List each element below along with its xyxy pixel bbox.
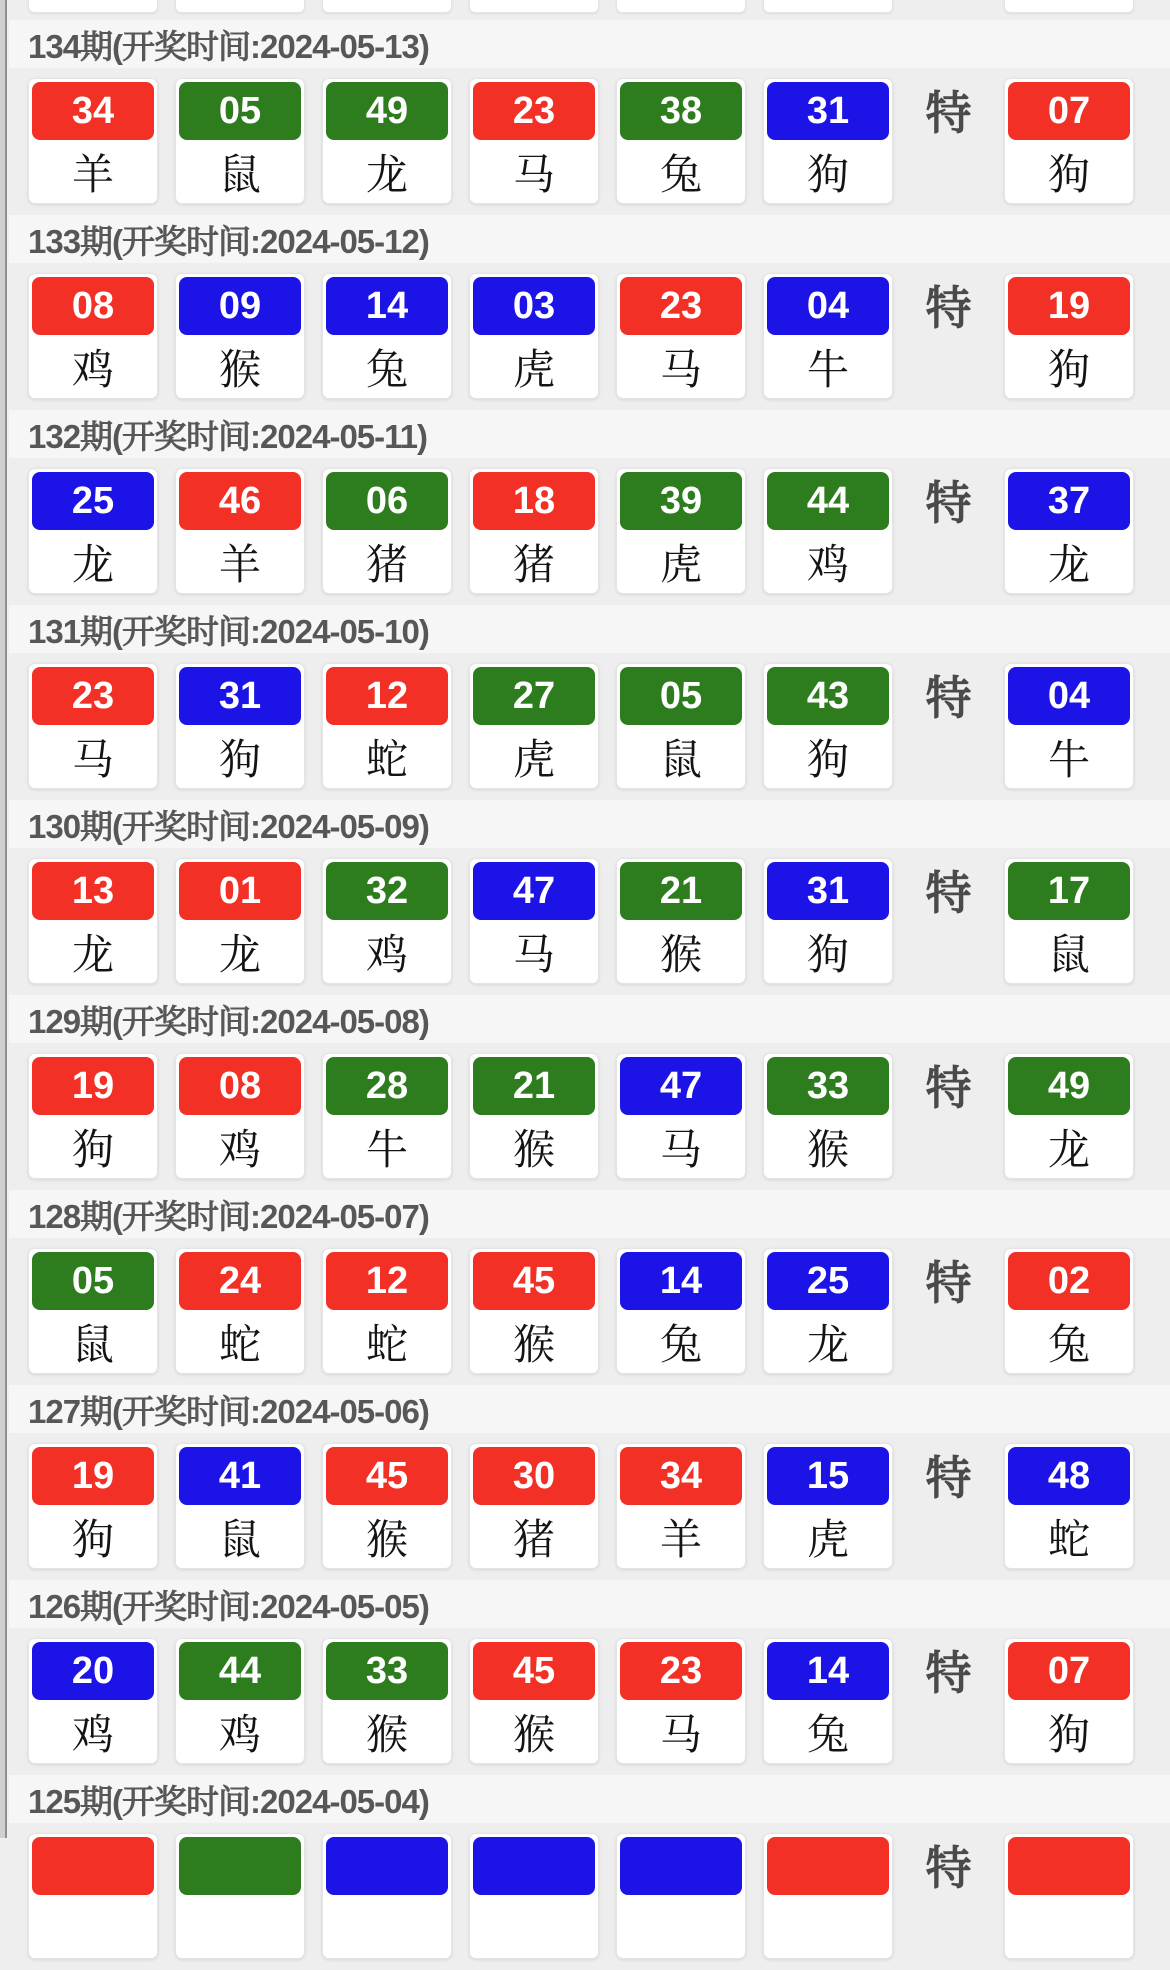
card-bottom-remnant bbox=[763, 0, 893, 13]
section-header-bar bbox=[9, 1775, 1170, 1823]
ball-zodiac: 猴 bbox=[806, 1125, 849, 1173]
ball-number: 31 bbox=[767, 82, 889, 140]
ball-zodiac bbox=[620, 1895, 742, 1958]
ball-tile bbox=[175, 663, 305, 789]
ball-zodiac: 鸡 bbox=[218, 1710, 261, 1758]
ball-zodiac: 羊 bbox=[659, 1515, 702, 1563]
ball-tile bbox=[175, 1833, 305, 1959]
ball-zodiac bbox=[179, 1895, 301, 1958]
ball-number: 45 bbox=[473, 1252, 595, 1310]
ball-tile bbox=[322, 663, 452, 789]
ball-tile bbox=[175, 273, 305, 399]
section-header-text: 129期(开奖时间:2024-05-08) bbox=[28, 1002, 429, 1040]
ball-tile bbox=[763, 663, 893, 789]
ball-zodiac: 虎 bbox=[659, 540, 702, 588]
ball-number: 23 bbox=[32, 667, 154, 725]
section-header-text: 132期(开奖时间:2024-05-11) bbox=[28, 417, 428, 455]
section-header-bar bbox=[9, 605, 1170, 653]
ball-number: 07 bbox=[1008, 82, 1130, 140]
ball-number: 02 bbox=[1008, 1252, 1130, 1310]
ball-tile bbox=[28, 858, 158, 984]
ball-number: 15 bbox=[767, 1447, 889, 1505]
ball-zodiac: 牛 bbox=[1047, 735, 1090, 783]
ball-tile bbox=[28, 663, 158, 789]
ball-number: 27 bbox=[473, 667, 595, 725]
ball-tile bbox=[28, 1833, 158, 1959]
ball-zodiac: 猴 bbox=[512, 1710, 555, 1758]
draw-section bbox=[28, 215, 1170, 399]
ball-number: 34 bbox=[620, 1447, 742, 1505]
special-ball-tile bbox=[1004, 273, 1134, 399]
ball-tile bbox=[616, 1443, 746, 1569]
ball-zodiac bbox=[767, 1895, 889, 1958]
special-label: 特 bbox=[925, 282, 972, 334]
ball-tile bbox=[175, 1443, 305, 1569]
ball-tile bbox=[175, 1053, 305, 1179]
special-label: 特 bbox=[925, 1062, 972, 1114]
ball-number: 14 bbox=[620, 1252, 742, 1310]
draw-section bbox=[28, 20, 1170, 204]
ball-tile bbox=[28, 78, 158, 204]
ball-zodiac: 狗 bbox=[71, 1125, 114, 1173]
section-header-bar bbox=[9, 410, 1170, 458]
ball-zodiac: 狗 bbox=[71, 1515, 114, 1563]
ball-tile bbox=[763, 1638, 893, 1764]
ball-tile bbox=[763, 1053, 893, 1179]
ball-number: 14 bbox=[767, 1642, 889, 1700]
ball-number: 30 bbox=[473, 1447, 595, 1505]
special-ball-tile bbox=[1004, 1248, 1134, 1374]
ball-tile bbox=[616, 273, 746, 399]
section-header-bar bbox=[9, 800, 1170, 848]
balls-row bbox=[28, 1833, 1170, 1959]
ball-tile bbox=[322, 1833, 452, 1959]
ball-tile bbox=[469, 1053, 599, 1179]
ball-number: 41 bbox=[179, 1447, 301, 1505]
ball-number: 31 bbox=[767, 862, 889, 920]
ball-number bbox=[326, 1837, 448, 1895]
special-ball-tile bbox=[1004, 468, 1134, 594]
special-ball-tile bbox=[1004, 78, 1134, 204]
ball-zodiac: 牛 bbox=[806, 345, 849, 393]
ball-zodiac: 兔 bbox=[365, 345, 408, 393]
ball-number: 12 bbox=[326, 667, 448, 725]
ball-number: 49 bbox=[1008, 1057, 1130, 1115]
section-header-text: 126期(开奖时间:2024-05-05) bbox=[28, 1587, 429, 1625]
ball-tile bbox=[616, 78, 746, 204]
special-ball-tile bbox=[1004, 1833, 1134, 1959]
ball-zodiac: 蛇 bbox=[218, 1320, 261, 1368]
draw-section bbox=[28, 995, 1170, 1179]
ball-zodiac: 虎 bbox=[806, 1515, 849, 1563]
ball-zodiac bbox=[1008, 1895, 1130, 1958]
ball-tile bbox=[763, 78, 893, 204]
ball-zodiac: 猴 bbox=[659, 930, 702, 978]
ball-zodiac: 龙 bbox=[218, 930, 261, 978]
ball-zodiac: 兔 bbox=[659, 1320, 702, 1368]
ball-zodiac: 狗 bbox=[1047, 345, 1090, 393]
special-label: 特 bbox=[925, 1842, 972, 1894]
ball-zodiac: 马 bbox=[659, 1125, 702, 1173]
ball-tile bbox=[175, 858, 305, 984]
ball-number: 18 bbox=[473, 472, 595, 530]
special-ball-tile bbox=[1004, 1638, 1134, 1764]
ball-tile bbox=[28, 273, 158, 399]
ball-zodiac: 鼠 bbox=[218, 150, 261, 198]
special-label: 特 bbox=[925, 1452, 972, 1504]
draw-section bbox=[28, 605, 1170, 789]
ball-zodiac: 狗 bbox=[806, 735, 849, 783]
ball-number: 14 bbox=[326, 277, 448, 335]
ball-zodiac: 狗 bbox=[1047, 150, 1090, 198]
ball-number: 09 bbox=[179, 277, 301, 335]
ball-number: 17 bbox=[1008, 862, 1130, 920]
special-label: 特 bbox=[925, 477, 972, 529]
ball-tile bbox=[763, 468, 893, 594]
section-header-text: 133期(开奖时间:2024-05-12) bbox=[28, 222, 429, 260]
ball-number: 19 bbox=[32, 1057, 154, 1115]
ball-tile bbox=[469, 1638, 599, 1764]
ball-tile bbox=[469, 468, 599, 594]
ball-tile bbox=[469, 273, 599, 399]
ball-tile bbox=[175, 78, 305, 204]
ball-number bbox=[32, 1837, 154, 1895]
ball-number: 20 bbox=[32, 1642, 154, 1700]
ball-zodiac: 马 bbox=[659, 1710, 702, 1758]
ball-number: 39 bbox=[620, 472, 742, 530]
ball-zodiac: 兔 bbox=[806, 1710, 849, 1758]
section-header-text: 125期(开奖时间:2024-05-04) bbox=[28, 1782, 429, 1820]
ball-tile bbox=[616, 1833, 746, 1959]
draw-section bbox=[28, 800, 1170, 984]
sections-container bbox=[28, 20, 1170, 1959]
ball-number: 05 bbox=[179, 82, 301, 140]
ball-tile bbox=[763, 273, 893, 399]
ball-zodiac: 猴 bbox=[365, 1515, 408, 1563]
ball-number: 44 bbox=[179, 1642, 301, 1700]
ball-number: 04 bbox=[767, 277, 889, 335]
balls-row bbox=[28, 1248, 1170, 1374]
ball-zodiac: 龙 bbox=[806, 1320, 849, 1368]
ball-number: 33 bbox=[326, 1642, 448, 1700]
card-bottom-remnant bbox=[322, 0, 452, 13]
ball-tile bbox=[322, 78, 452, 204]
section-header-text: 128期(开奖时间:2024-05-07) bbox=[28, 1197, 429, 1235]
ball-tile bbox=[616, 1248, 746, 1374]
ball-number: 24 bbox=[179, 1252, 301, 1310]
ball-zodiac: 蛇 bbox=[1047, 1515, 1090, 1563]
ball-zodiac: 狗 bbox=[1047, 1710, 1090, 1758]
ball-number: 47 bbox=[620, 1057, 742, 1115]
ball-zodiac: 牛 bbox=[365, 1125, 408, 1173]
ball-zodiac: 马 bbox=[512, 930, 555, 978]
section-header-text: 130期(开奖时间:2024-05-09) bbox=[28, 807, 429, 845]
ball-zodiac: 兔 bbox=[659, 150, 702, 198]
ball-tile bbox=[469, 1443, 599, 1569]
remnant-spacer bbox=[910, 0, 987, 13]
ball-tile bbox=[175, 1248, 305, 1374]
ball-zodiac: 龙 bbox=[71, 930, 114, 978]
ball-zodiac: 猴 bbox=[218, 345, 261, 393]
ball-tile bbox=[616, 468, 746, 594]
special-label: 特 bbox=[925, 87, 972, 139]
ball-tile bbox=[28, 1638, 158, 1764]
ball-number: 37 bbox=[1008, 472, 1130, 530]
ball-tile bbox=[322, 1638, 452, 1764]
ball-zodiac: 龙 bbox=[1047, 540, 1090, 588]
ball-number: 03 bbox=[473, 277, 595, 335]
ball-number: 23 bbox=[620, 277, 742, 335]
ball-zodiac: 狗 bbox=[806, 930, 849, 978]
ball-zodiac: 鼠 bbox=[1047, 930, 1090, 978]
ball-tile bbox=[469, 1248, 599, 1374]
special-label: 特 bbox=[925, 672, 972, 724]
ball-zodiac: 虎 bbox=[512, 735, 555, 783]
ball-number: 21 bbox=[620, 862, 742, 920]
ball-zodiac: 龙 bbox=[1047, 1125, 1090, 1173]
ball-zodiac: 马 bbox=[659, 345, 702, 393]
previous-draw-remnant bbox=[28, 0, 1170, 13]
ball-number bbox=[179, 1837, 301, 1895]
ball-number: 47 bbox=[473, 862, 595, 920]
ball-zodiac: 猪 bbox=[512, 540, 555, 588]
ball-zodiac: 鸡 bbox=[365, 930, 408, 978]
ball-tile bbox=[763, 1833, 893, 1959]
ball-zodiac: 龙 bbox=[365, 150, 408, 198]
ball-zodiac: 虎 bbox=[512, 345, 555, 393]
ball-zodiac: 羊 bbox=[71, 150, 114, 198]
section-header-bar bbox=[9, 215, 1170, 263]
ball-number: 12 bbox=[326, 1252, 448, 1310]
ball-zodiac bbox=[473, 1895, 595, 1958]
ball-tile bbox=[616, 1053, 746, 1179]
section-header-bar bbox=[9, 1385, 1170, 1433]
ball-zodiac: 兔 bbox=[1047, 1320, 1090, 1368]
ball-number: 44 bbox=[767, 472, 889, 530]
special-ball-tile bbox=[1004, 663, 1134, 789]
ball-zodiac: 鸡 bbox=[806, 540, 849, 588]
draw-section bbox=[28, 1775, 1170, 1959]
ball-number: 13 bbox=[32, 862, 154, 920]
ball-tile bbox=[322, 1248, 452, 1374]
ball-number: 49 bbox=[326, 82, 448, 140]
card-bottom-remnant bbox=[616, 0, 746, 13]
ball-zodiac: 羊 bbox=[218, 540, 261, 588]
special-ball-tile bbox=[1004, 1443, 1134, 1569]
ball-number: 06 bbox=[326, 472, 448, 530]
ball-tile bbox=[322, 468, 452, 594]
ball-tile bbox=[469, 78, 599, 204]
ball-number: 08 bbox=[179, 1057, 301, 1115]
ball-tile bbox=[469, 858, 599, 984]
section-header-bar bbox=[9, 20, 1170, 68]
ball-number: 45 bbox=[473, 1642, 595, 1700]
ball-number: 19 bbox=[1008, 277, 1130, 335]
ball-number: 21 bbox=[473, 1057, 595, 1115]
ball-number bbox=[767, 1837, 889, 1895]
ball-tile bbox=[763, 1248, 893, 1374]
section-header-text: 134期(开奖时间:2024-05-13) bbox=[28, 27, 429, 65]
card-bottom-remnant bbox=[469, 0, 599, 13]
ball-zodiac: 蛇 bbox=[365, 1320, 408, 1368]
ball-number: 45 bbox=[326, 1447, 448, 1505]
ball-zodiac: 鼠 bbox=[659, 735, 702, 783]
ball-number bbox=[620, 1837, 742, 1895]
section-header-bar bbox=[9, 1190, 1170, 1238]
draw-section bbox=[28, 1385, 1170, 1569]
ball-number: 38 bbox=[620, 82, 742, 140]
ball-tile bbox=[322, 858, 452, 984]
ball-tile bbox=[763, 858, 893, 984]
ball-number: 23 bbox=[620, 1642, 742, 1700]
balls-row bbox=[28, 663, 1170, 789]
ball-tile bbox=[616, 858, 746, 984]
ball-number: 19 bbox=[32, 1447, 154, 1505]
ball-tile bbox=[763, 1443, 893, 1569]
ball-zodiac: 鸡 bbox=[71, 345, 114, 393]
ball-tile bbox=[616, 663, 746, 789]
special-label: 特 bbox=[925, 867, 972, 919]
ball-zodiac bbox=[326, 1895, 448, 1958]
card-bottom-remnant bbox=[1004, 0, 1134, 13]
ball-number: 43 bbox=[767, 667, 889, 725]
ball-number: 46 bbox=[179, 472, 301, 530]
special-ball-tile bbox=[1004, 858, 1134, 984]
ball-tile bbox=[28, 468, 158, 594]
ball-tile bbox=[322, 1053, 452, 1179]
ball-number: 25 bbox=[767, 1252, 889, 1310]
ball-zodiac: 猪 bbox=[512, 1515, 555, 1563]
balls-row bbox=[28, 1443, 1170, 1569]
ball-zodiac: 猴 bbox=[365, 1710, 408, 1758]
card-bottom-remnant bbox=[28, 0, 158, 13]
ball-number bbox=[1008, 1837, 1130, 1895]
special-ball-tile bbox=[1004, 1053, 1134, 1179]
section-header-text: 131期(开奖时间:2024-05-10) bbox=[28, 612, 429, 650]
balls-row bbox=[28, 1638, 1170, 1764]
ball-number bbox=[473, 1837, 595, 1895]
ball-number: 04 bbox=[1008, 667, 1130, 725]
ball-tile bbox=[28, 1053, 158, 1179]
ball-zodiac: 鸡 bbox=[218, 1125, 261, 1173]
draw-section bbox=[28, 1580, 1170, 1764]
ball-number: 01 bbox=[179, 862, 301, 920]
ball-zodiac: 猴 bbox=[512, 1125, 555, 1173]
ball-number: 25 bbox=[32, 472, 154, 530]
card-bottom-remnant bbox=[175, 0, 305, 13]
ball-tile bbox=[28, 1443, 158, 1569]
draw-section bbox=[28, 1190, 1170, 1374]
section-header-bar bbox=[9, 1580, 1170, 1628]
ball-number: 31 bbox=[179, 667, 301, 725]
ball-tile bbox=[322, 1443, 452, 1569]
left-edge-strip bbox=[0, 0, 7, 1838]
ball-number: 08 bbox=[32, 277, 154, 335]
ball-zodiac: 鼠 bbox=[218, 1515, 261, 1563]
ball-tile bbox=[28, 1248, 158, 1374]
balls-row bbox=[28, 78, 1170, 204]
balls-row bbox=[28, 1053, 1170, 1179]
ball-zodiac: 马 bbox=[512, 150, 555, 198]
ball-number: 07 bbox=[1008, 1642, 1130, 1700]
ball-number: 34 bbox=[32, 82, 154, 140]
ball-tile bbox=[469, 663, 599, 789]
special-label: 特 bbox=[925, 1257, 972, 1309]
balls-row bbox=[28, 858, 1170, 984]
ball-number: 05 bbox=[32, 1252, 154, 1310]
ball-zodiac: 鼠 bbox=[71, 1320, 114, 1368]
balls-row bbox=[28, 468, 1170, 594]
ball-zodiac bbox=[32, 1895, 154, 1958]
ball-zodiac: 猪 bbox=[365, 540, 408, 588]
ball-zodiac: 龙 bbox=[71, 540, 114, 588]
ball-zodiac: 狗 bbox=[806, 150, 849, 198]
section-header-bar bbox=[9, 995, 1170, 1043]
ball-number: 23 bbox=[473, 82, 595, 140]
ball-number: 32 bbox=[326, 862, 448, 920]
ball-tile bbox=[175, 1638, 305, 1764]
ball-zodiac: 狗 bbox=[218, 735, 261, 783]
ball-number: 33 bbox=[767, 1057, 889, 1115]
ball-zodiac: 鸡 bbox=[71, 1710, 114, 1758]
ball-tile bbox=[322, 273, 452, 399]
ball-zodiac: 马 bbox=[71, 735, 114, 783]
ball-number: 28 bbox=[326, 1057, 448, 1115]
ball-tile bbox=[469, 1833, 599, 1959]
section-header-text: 127期(开奖时间:2024-05-06) bbox=[28, 1392, 429, 1430]
balls-row bbox=[28, 273, 1170, 399]
special-label: 特 bbox=[925, 1647, 972, 1699]
ball-number: 05 bbox=[620, 667, 742, 725]
ball-tile bbox=[175, 468, 305, 594]
ball-zodiac: 猴 bbox=[512, 1320, 555, 1368]
ball-number: 48 bbox=[1008, 1447, 1130, 1505]
draw-section bbox=[28, 410, 1170, 594]
ball-tile bbox=[616, 1638, 746, 1764]
ball-zodiac: 蛇 bbox=[365, 735, 408, 783]
